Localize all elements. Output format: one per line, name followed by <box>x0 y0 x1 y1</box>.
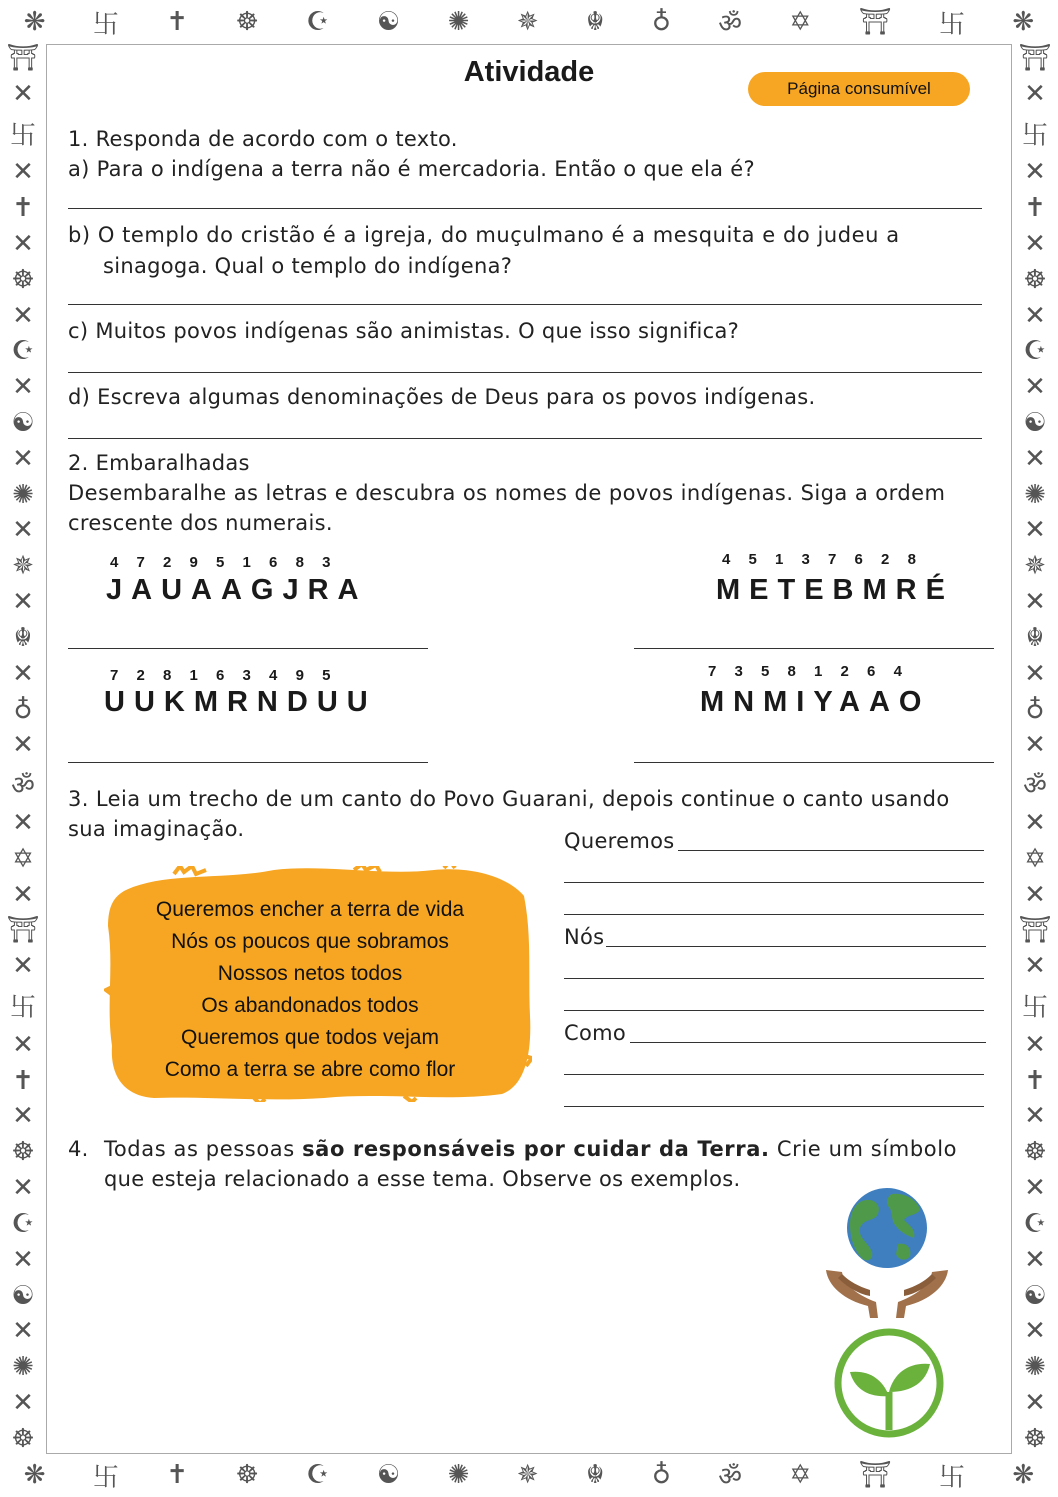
border-symbol-icon: ✕ <box>1024 1029 1046 1060</box>
q2-heading: 2. Embaralhadas <box>68 451 250 475</box>
border-symbol-icon: ☪ <box>11 1208 35 1239</box>
border-symbol-icon: ✺ <box>12 479 34 510</box>
continue-line[interactable] <box>630 1042 986 1043</box>
border-symbol-icon: ☯ <box>1023 1280 1047 1311</box>
border-symbol-icon: ✕ <box>1024 157 1046 188</box>
decorative-border-left <box>0 40 46 1457</box>
border-symbol-icon: ✕ <box>1024 1244 1046 1275</box>
puzzle-1-numbers: 4 7 2 9 5 1 6 8 3 <box>110 554 333 571</box>
q3-text-line1: 3. Leia um trecho de um canto do Povo Guarani, depois continue o canto usando <box>68 787 950 811</box>
puzzle-2-letters: METEBMRÉ <box>716 574 954 606</box>
border-symbol-icon: ✕ <box>12 879 34 910</box>
border-symbol-icon: ✺ <box>447 1460 470 1490</box>
border-symbol-icon: ☬ <box>13 622 33 653</box>
q1-intro: 1. Responda de acordo com o texto. <box>68 127 458 151</box>
border-symbol-icon: ✕ <box>12 78 34 109</box>
border-symbol-icon: ✕ <box>1024 443 1046 474</box>
border-symbol-icon: ✝ <box>166 7 189 37</box>
border-symbol-icon: ✕ <box>12 228 34 259</box>
border-symbol-icon: ✕ <box>1024 515 1046 546</box>
border-symbol-icon: ☸ <box>11 1423 35 1454</box>
border-symbol-icon: ✕ <box>12 372 34 403</box>
q2-instructions-line1: Desembaralhe as letras e descubra os nomes de povos indígenas. Siga a ordem <box>68 481 946 505</box>
border-symbol-icon: ✡ <box>789 1460 812 1490</box>
border-symbol-icon: ⛩ <box>1018 42 1052 73</box>
border-symbol-icon: ☪ <box>1023 336 1047 367</box>
q3-text-line2: sua imaginação. <box>68 817 245 841</box>
continue-prompt-queremos: Queremos <box>564 829 675 853</box>
q4-text-plain-after: Crie um símbolo <box>769 1137 958 1161</box>
continue-line[interactable] <box>564 882 984 883</box>
poem-line: Como a terra se abre como flor <box>164 1058 456 1081</box>
border-symbol-icon: ⛩ <box>858 7 892 37</box>
border-symbol-icon: ☯ <box>11 1280 35 1311</box>
border-symbol-icon: ✕ <box>1024 78 1046 109</box>
border-symbol-icon: ✕ <box>12 1173 34 1204</box>
border-symbol-icon: ☸ <box>11 1137 35 1168</box>
q2-instructions-line2: crescente dos numerais. <box>68 511 333 535</box>
q4-text-line1 <box>104 1134 957 1164</box>
border-symbol-icon: ✕ <box>1024 807 1046 838</box>
border-symbol-icon: ☯ <box>11 408 35 439</box>
border-symbol-icon: ☸ <box>235 1460 259 1490</box>
q1-d-text: d) Escreva algumas denominações de Deus para os povos indígenas. <box>68 385 816 409</box>
border-symbol-icon: ✕ <box>1024 1316 1046 1347</box>
border-symbol-icon: ☸ <box>11 264 35 295</box>
border-symbol-icon: ✕ <box>1024 587 1046 618</box>
q4-text-bold: são responsáveis por cuidar da Terra. <box>302 1137 770 1161</box>
puzzle-2-answer-line[interactable] <box>634 648 994 649</box>
continue-line[interactable] <box>564 1074 984 1075</box>
poem-line: Nossos netos todos <box>217 962 403 985</box>
border-symbol-icon: ✕ <box>12 587 34 618</box>
border-symbol-icon: ✕ <box>12 807 34 838</box>
border-symbol-icon: ✺ <box>1024 479 1046 510</box>
q1-a-text: a) Para o indígena a terra não é mercadoria. Então o que ela é? <box>68 157 755 181</box>
continue-line[interactable] <box>606 946 986 947</box>
puzzle-1-letters: JAUAAGJRA <box>106 574 368 606</box>
border-symbol-icon: ॐ <box>11 771 35 802</box>
border-symbol-icon: 卐 <box>938 1462 965 1493</box>
continue-line[interactable] <box>678 850 984 851</box>
border-symbol-icon: ✡ <box>12 843 34 874</box>
border-symbol-icon: ☪ <box>306 1460 330 1490</box>
border-symbol-icon: ॐ <box>718 9 742 39</box>
continue-line[interactable] <box>564 1106 984 1107</box>
border-symbol-icon: ✕ <box>1024 1387 1046 1418</box>
border-symbol-icon: ✕ <box>12 658 34 689</box>
puzzle-3-numbers: 7 2 8 1 6 3 4 9 5 <box>110 667 333 684</box>
border-symbol-icon: 卐 <box>92 9 119 40</box>
puzzle-3-letters: UUKMRNDUU <box>104 686 377 718</box>
border-symbol-icon: ❋ <box>1012 7 1035 37</box>
border-symbol-icon: ☸ <box>1023 1423 1047 1454</box>
border-symbol-icon: ॐ <box>1023 771 1047 802</box>
border-symbol-icon: 卐 <box>1021 993 1048 1024</box>
continue-line[interactable] <box>564 978 984 979</box>
q1-d-answer-line[interactable] <box>68 438 982 439</box>
consumable-page-badge: Página consumível <box>748 72 970 106</box>
border-symbol-icon: ✺ <box>1024 1352 1046 1383</box>
border-symbol-icon: ✕ <box>12 951 34 982</box>
border-symbol-icon: ☬ <box>1025 622 1045 653</box>
border-symbol-icon: ✝ <box>12 193 34 224</box>
border-symbol-icon: ✕ <box>12 300 34 331</box>
earth-in-hands-icon <box>820 1186 954 1320</box>
page-title: Atividade <box>463 56 595 88</box>
border-symbol-icon: ❋ <box>1012 1460 1035 1490</box>
border-symbol-icon: ✕ <box>1024 1101 1046 1132</box>
decorative-border-bottom <box>0 1453 1058 1497</box>
border-symbol-icon: 卐 <box>9 993 36 1024</box>
border-symbol-icon: ✕ <box>12 515 34 546</box>
continue-line[interactable] <box>564 1010 984 1011</box>
border-symbol-icon: ✕ <box>1024 879 1046 910</box>
border-symbol-icon: ✕ <box>1024 300 1046 331</box>
puzzle-1-answer-line[interactable] <box>68 648 428 649</box>
border-symbol-icon: ☸ <box>235 7 259 37</box>
decorative-border-top <box>0 0 1058 44</box>
border-symbol-icon: ✕ <box>12 730 34 761</box>
border-symbol-icon: ☯ <box>376 7 401 37</box>
border-symbol-icon: ☬ <box>585 7 605 37</box>
border-symbol-icon: ✵ <box>1024 551 1046 582</box>
border-symbol-icon: 卐 <box>938 9 965 40</box>
continue-line[interactable] <box>564 914 984 915</box>
border-symbol-icon: ✺ <box>447 7 470 37</box>
border-symbol-icon: ⛩ <box>858 1460 892 1490</box>
poem-line: Os abandonados todos <box>201 994 419 1017</box>
border-symbol-icon: ✡ <box>789 7 812 37</box>
border-symbol-icon: ✕ <box>12 1387 34 1418</box>
border-symbol-icon: ✝ <box>1024 1065 1046 1096</box>
border-symbol-icon: ♁ <box>651 7 671 37</box>
border-symbol-icon: ✵ <box>12 551 34 582</box>
border-symbol-icon: 卐 <box>92 1462 119 1493</box>
border-symbol-icon: ✝ <box>166 1460 189 1490</box>
border-symbol-icon: ☬ <box>585 1460 605 1490</box>
border-symbol-icon: ✕ <box>12 443 34 474</box>
q1-b-text-line1: b) O templo do cristão é a igreja, do muçulmano é a mesquita e do judeu a <box>68 223 900 247</box>
q1-c-answer-line[interactable] <box>68 372 982 373</box>
border-symbol-icon: ✕ <box>1024 951 1046 982</box>
border-symbol-icon: 卐 <box>1021 120 1048 151</box>
q1-b-text-line2: sinagoga. Qual o templo do indígena? <box>103 254 513 278</box>
border-symbol-icon: ☯ <box>376 1460 401 1490</box>
border-symbol-icon: ☪ <box>306 7 330 37</box>
border-symbol-icon: ☸ <box>1023 264 1047 295</box>
border-symbol-icon: ✕ <box>1024 1173 1046 1204</box>
border-symbol-icon: ✡ <box>1024 843 1046 874</box>
border-symbol-icon: ✕ <box>12 1029 34 1060</box>
border-symbol-icon: ☪ <box>11 336 35 367</box>
border-symbol-icon: ✕ <box>1024 372 1046 403</box>
sprout-circle-icon <box>832 1326 946 1440</box>
poem-line: Queremos que todos vejam <box>181 1026 439 1049</box>
continue-prompt-como: Como <box>564 1021 627 1045</box>
border-symbol-icon: ❋ <box>23 1460 46 1490</box>
q1-c-text: c) Muitos povos indígenas são animistas. O que isso significa? <box>68 319 740 343</box>
border-symbol-icon: ☯ <box>1023 408 1047 439</box>
border-symbol-icon: ☸ <box>1023 1137 1047 1168</box>
puzzle-2-numbers: 4 5 1 3 7 6 2 8 <box>722 551 918 568</box>
border-symbol-icon: ✕ <box>12 157 34 188</box>
poem-line: Nós os poucos que sobramos <box>171 930 449 953</box>
border-symbol-icon: ♁ <box>13 694 33 725</box>
border-symbol-icon: ✕ <box>1024 730 1046 761</box>
border-symbol-icon: ✕ <box>1024 228 1046 259</box>
q1-a-answer-line[interactable] <box>68 208 982 209</box>
q4-number: 4. <box>68 1137 89 1161</box>
border-symbol-icon: ✕ <box>1024 658 1046 689</box>
border-symbol-icon: ✕ <box>12 1316 34 1347</box>
continue-prompt-nos: Nós <box>564 925 605 949</box>
border-symbol-icon: ❋ <box>23 7 46 37</box>
q1-b-answer-line[interactable] <box>68 304 982 305</box>
border-symbol-icon: ✵ <box>516 7 539 37</box>
border-symbol-icon: ⛩ <box>6 42 40 73</box>
border-symbol-icon: ✕ <box>12 1244 34 1275</box>
border-symbol-icon: ✕ <box>12 1101 34 1132</box>
poem-text <box>104 894 516 1086</box>
puzzle-3-answer-line[interactable] <box>68 762 428 763</box>
q4-text-plain: Todas as pessoas <box>104 1137 303 1161</box>
border-symbol-icon: ✝ <box>1024 193 1046 224</box>
border-symbol-icon: 卐 <box>9 120 36 151</box>
border-symbol-icon: ♁ <box>1025 694 1045 725</box>
puzzle-4-numbers: 7 3 5 8 1 2 6 4 <box>708 663 904 680</box>
puzzle-4-letters: MNMIYAAO <box>700 686 931 718</box>
border-symbol-icon: ✝ <box>12 1065 34 1096</box>
decorative-border-right <box>1012 40 1058 1457</box>
border-symbol-icon: ♁ <box>651 1460 671 1490</box>
border-symbol-icon: ☪ <box>1023 1208 1047 1239</box>
border-symbol-icon: ⛩ <box>6 915 40 946</box>
border-symbol-icon: ✺ <box>12 1352 34 1383</box>
q4-text-line2: que esteja relacionado a esse tema. Observe os exemplos. <box>104 1167 741 1191</box>
border-symbol-icon: ⛩ <box>1018 915 1052 946</box>
puzzle-4-answer-line[interactable] <box>634 762 994 763</box>
border-symbol-icon: ॐ <box>718 1462 742 1492</box>
poem-line: Queremos encher a terra de vida <box>155 898 465 921</box>
border-symbol-icon: ✵ <box>516 1460 539 1490</box>
